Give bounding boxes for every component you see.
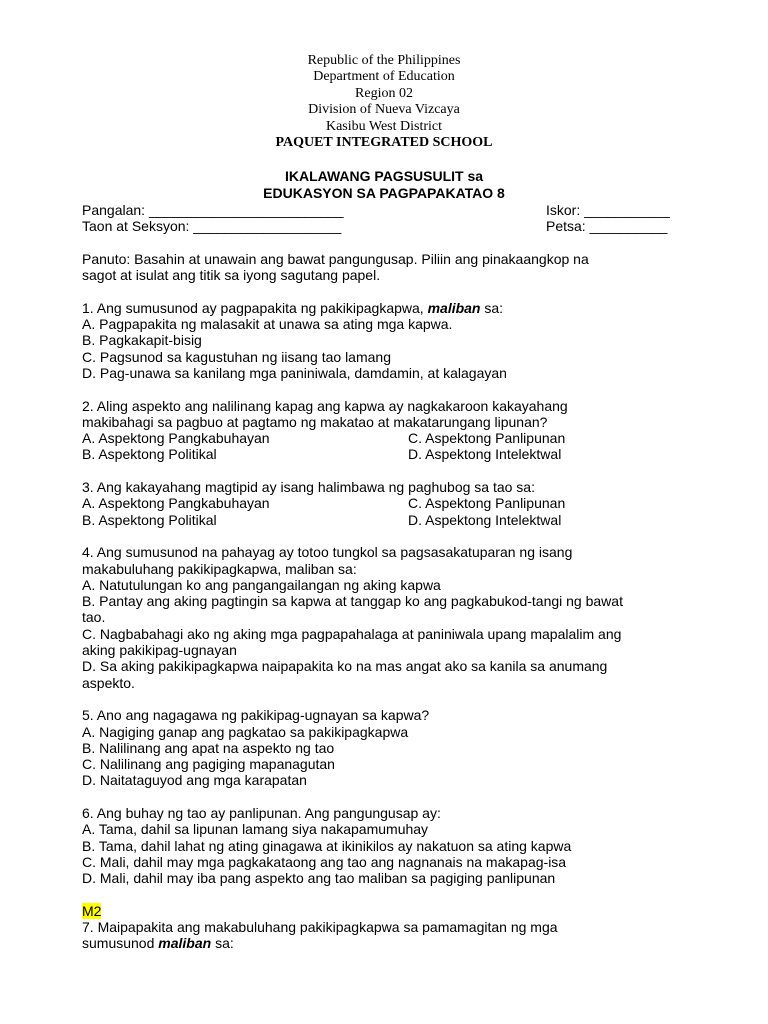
question-2-stem-line2: makibahagi sa pagbuo at pagtamo ng makatao at makatarungang lipunan? xyxy=(82,413,548,430)
school-header xyxy=(0,53,768,151)
question-7-stem-line2: sumusunod maliban sa: xyxy=(82,935,234,952)
question-2-choice-a: A. Aspektong Pangkabuhayan xyxy=(82,430,270,447)
question-3-choice-a: A. Aspektong Pangkabuhayan xyxy=(82,495,270,512)
question-4-choice-d-line1: D. Sa aking pakikipagkapwa naipapakita ko na mas angat ako sa kanila sa anumang xyxy=(82,658,608,675)
header-district: Kasibu West District xyxy=(325,118,443,134)
date-field[interactable]: Petsa: __________ xyxy=(546,218,668,235)
module-tag-row xyxy=(82,903,692,919)
header-division: Division of Nueva Vizcaya xyxy=(308,102,460,118)
question-2-stem-line1: 2. Aling aspekto ang nalilinang kapag ang kapwa ay nagkakaroon kakayahang xyxy=(82,397,568,414)
question-1-choice-c: C. Pagsunod sa kagustuhan ng iisang tao lamang xyxy=(82,348,391,365)
question-2-choice-c: C. Aspektong Panlipunan xyxy=(408,430,566,447)
question-4-choice-c-line2: aking pakikipag-ugnayan xyxy=(82,642,237,659)
question-2 xyxy=(82,398,692,463)
section-field[interactable]: Taon at Seksyon: ___________________ xyxy=(82,218,342,235)
name-score-row xyxy=(82,202,692,218)
header-region: Region 02 xyxy=(355,85,413,101)
instructions-line2: sagot at isulat ang titik sa iyong sagutang papel. xyxy=(82,267,381,284)
question-5-choice-a: A. Nagiging ganap ang pagkatao sa pakikipagkapwa xyxy=(82,723,409,740)
question-4-choice-c-line1: C. Nagbabahagi ako ng aking mga pagpapahalaga at paniniwala upang mapalalim ang xyxy=(82,625,622,642)
instructions xyxy=(82,251,692,284)
question-3-choice-c: C. Aspektong Panlipunan xyxy=(408,495,566,512)
question-2-choice-d: D. Aspektong Intelektwal xyxy=(408,446,562,463)
header-republic: Republic of the Philippines xyxy=(307,53,461,68)
emphasis-maliban: maliban xyxy=(427,299,481,316)
question-5-choice-b: B. Nalilinang ang apat na aspekto ng tao xyxy=(82,739,335,756)
question-4-choice-b-line2: tao. xyxy=(82,609,106,626)
question-1-choice-b: B. Pagkakapit-bisig xyxy=(82,332,202,349)
module-tag: M2 xyxy=(82,902,102,919)
section-date-row xyxy=(82,218,692,234)
question-3-stem: 3. Ang kakayahang magtipid ay isang halimbawa ng paghubog sa tao sa: xyxy=(82,479,535,496)
question-3-choice-d: D. Aspektong Intelektwal xyxy=(408,511,562,528)
question-1 xyxy=(82,300,692,381)
question-7 xyxy=(82,919,692,952)
question-3 xyxy=(82,479,692,528)
question-3-choice-b: B. Aspektong Politikal xyxy=(82,511,217,528)
question-1-choice-a: A. Pagpapakita ng malasakit at unawa sa ating mga kapwa. xyxy=(82,316,453,333)
question-5 xyxy=(82,707,692,788)
exam-title-line1: IKALAWANG PAGSUSULIT sa xyxy=(284,168,484,184)
question-4 xyxy=(82,544,692,691)
exam-body xyxy=(82,202,692,952)
instructions-line1: Panuto: Basahin at unawain ang bawat pangungusap. Piliin ang pinakaangkop na xyxy=(82,250,589,267)
header-school-name: PAQUET INTEGRATED SCHOOL xyxy=(275,135,493,151)
question-4-choice-d-line2: aspekto. xyxy=(82,674,135,691)
question-6-choice-a: A. Tama, dahil sa lipunan lamang siya nakapamumuhay xyxy=(82,821,429,838)
question-6-choice-c: C. Mali, dahil may mga pagkakataong ang tao ang nagnanais na makapag-isa xyxy=(82,853,567,870)
question-4-stem-line2: makabuluhang pakikipagkapwa, maliban sa: xyxy=(82,560,357,577)
question-4-choice-a: A. Natutulungan ko ang pangangailangan ng aking kapwa xyxy=(82,576,441,593)
question-1-choice-d: D. Pag-unawa sa kanilang mga paniniwala, damdamin, at kalagayan xyxy=(82,364,507,381)
question-5-choice-c: C. Nalilinang ang pagiging mapanagutan xyxy=(82,756,335,773)
question-1-stem: 1. Ang sumusunod ay pagpapakita ng pakikipagkapwa, maliban sa: xyxy=(82,299,504,316)
exam-title-line2: EDUKASYON SA PAGPAPAKATAO 8 xyxy=(263,185,505,201)
question-6-choice-b: B. Tama, dahil lahat ng ating ginagawa at ikinikilos ay nakatuon sa ating kapwa xyxy=(82,837,572,854)
question-5-choice-d: D. Naitataguyod ang mga karapatan xyxy=(82,772,307,789)
emphasis-maliban: maliban xyxy=(158,935,212,952)
question-4-choice-b-line1: B. Pantay ang aking pagtingin sa kapwa at tanggap ko ang pagkabukod-tangi ng bawat xyxy=(82,593,623,610)
question-6 xyxy=(82,805,692,886)
question-6-stem: 6. Ang buhay ng tao ay panlipunan. Ang pangungusap ay: xyxy=(82,804,441,821)
question-5-stem: 5. Ano ang nagagawa ng pakikipag-ugnayan sa kapwa? xyxy=(82,707,430,724)
question-2-choice-b: B. Aspektong Politikal xyxy=(82,446,217,463)
name-field[interactable]: Pangalan: _________________________ xyxy=(82,202,344,218)
question-6-choice-d: D. Mali, dahil may iba pang aspekto ang tao maliban sa pagiging panlipunan xyxy=(82,870,556,887)
score-field[interactable]: Iskor: ___________ xyxy=(546,202,670,218)
question-4-stem-line1: 4. Ang sumusunod na pahayag ay totoo tungkol sa pagsasakatuparan ng isang xyxy=(82,544,573,561)
question-7-stem-line1: 7. Maipapakita ang makabuluhang pakikipagkapwa sa pamamagitan ng mga xyxy=(82,919,558,936)
exam-title xyxy=(0,168,768,202)
header-department: Department of Education xyxy=(313,69,455,85)
